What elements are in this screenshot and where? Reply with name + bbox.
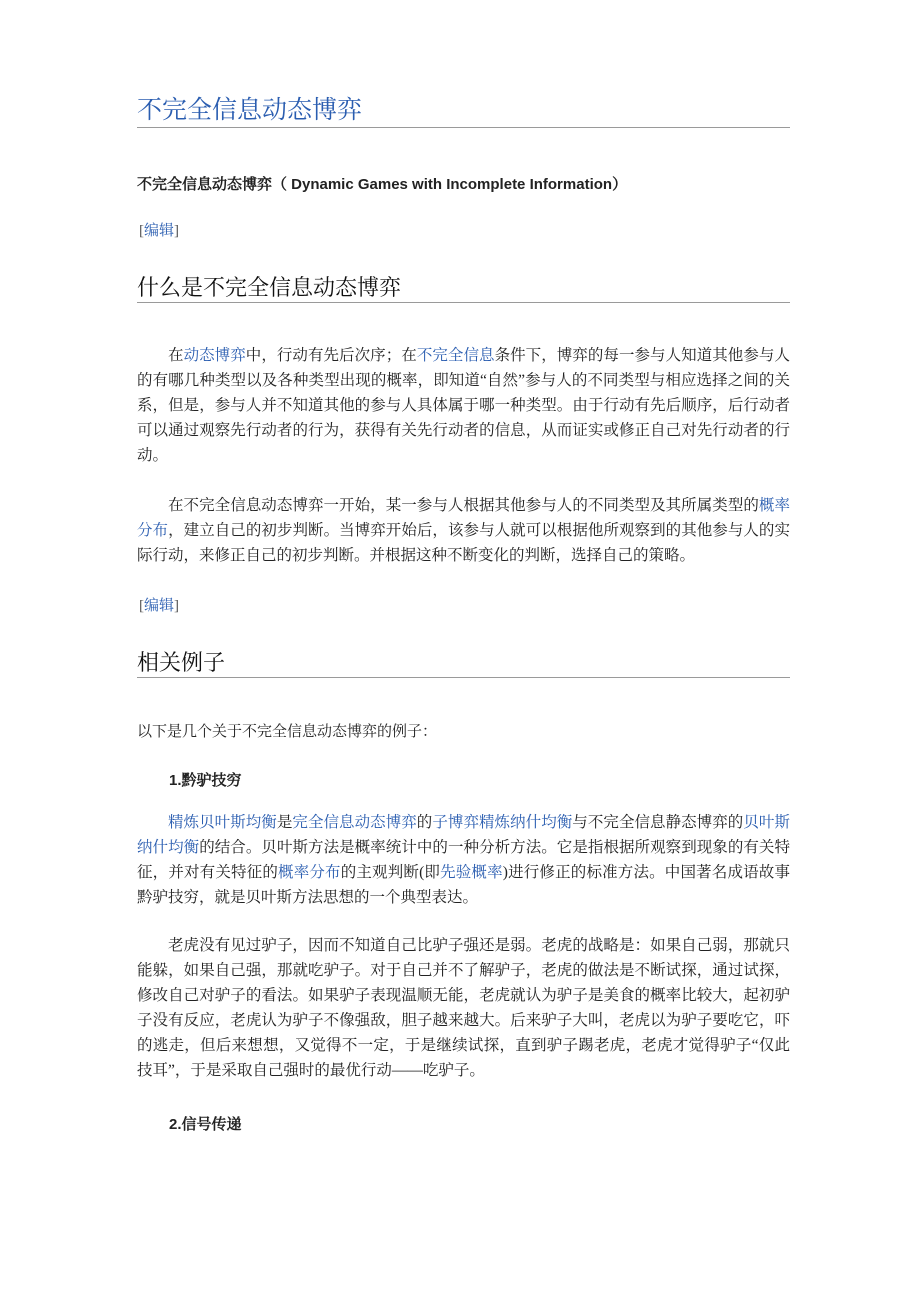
edit-link[interactable]: 编辑 [144,598,175,614]
paragraph [137,493,790,568]
wiki-link[interactable]: 完全信息动态博弈 [292,814,417,831]
paragraph-text: 在 [168,347,184,364]
wiki-link[interactable]: 概率分布 [278,864,341,881]
paragraph-text: 的主观判断(即 [340,864,441,881]
edit-section-link: [编辑] [139,598,180,614]
paragraph-text: 条件下，博弈的每一参与人知道其他参与人的有哪几种类型以及各种类型出现的概率，即知道“自然”参与人的不同类型与相应选择之间的关系，但是，参与人并不知道其他的参与人具体属于哪一种类型。由于行动有先后顺序，后行动者可以通过观察先行动者的行为，获得有关先行动者的信息，从而证实或修正自己对先行动者的行动。 [137,347,790,464]
article-subtitle: 不完全信息动态博弈（ Dynamic Games with Incomplete Information） [137,176,628,193]
paragraph-text: )进行修正的标准方法。中国著名成语故事黔驴技穷，就是贝叶斯方法思想的一个典型表达。 [137,864,790,906]
paragraph-text: ，建立自己的初步判断。当博弈开始后，该参与人就可以根据他所观察到的其他参与人的实际行动，来修正自己的初步判断。并根据这种不断变化的判断，选择自己的策略。 [137,522,790,564]
example-heading-2: 2.信号传递 [169,1116,242,1133]
examples-intro: 以下是几个关于不完全信息动态博弈的例子： [137,724,438,740]
section-heading-what: 什么是不完全信息动态博弈 [137,274,790,303]
edit-section-link: [编辑] [139,223,180,239]
page-title: 不完全信息动态博弈 [137,95,790,128]
section-heading-examples: 相关例子 [137,649,790,678]
example-heading-1: 1.黔驴技穷 [169,772,242,789]
edit-link[interactable]: 编辑 [144,223,175,239]
paragraph [137,343,790,468]
paragraph-text: 与不完全信息静态博弈的 [572,814,744,831]
wiki-link[interactable]: 动态博弈 [183,347,246,364]
wiki-link[interactable]: 贝叶斯纳什均衡 [137,814,790,856]
paragraph-text: 在不完全信息动态博弈一开始，某一参与人根据其他参与人的不同类型及其所属类型的 [168,497,759,514]
wiki-link[interactable]: 先验概率 [440,864,503,881]
paragraph [137,933,790,1083]
paragraph-text: 是 [276,814,293,831]
paragraph-text: 的 [416,814,433,831]
wiki-link[interactable]: 概率分布 [137,497,790,539]
wiki-link[interactable]: 精炼贝叶斯均衡 [168,814,277,831]
wiki-link[interactable]: 子博弈精炼纳什均衡 [432,814,573,831]
wiki-link[interactable]: 不完全信息 [416,347,495,364]
paragraph-text: 的结合。贝叶斯方法是概率统计中的一种分析方法。它是指根据所观察到现象的有关特征，并对有关特征的 [137,839,790,881]
paragraph [137,810,790,910]
paragraph-text: 老虎没有见过驴子，因而不知道自己比驴子强还是弱。老虎的战略是：如果自己弱，那就只能躲，如果自己强，那就吃驴子。对于自己并不了解驴子，老虎的做法是不断试探，通过试探，修改自己对驴子的看法。如果驴子表现温顺无能，老虎就认为驴子是美食的概率比较大，起初驴子没有反应，老虎认为驴子不像强敌，胆子越来越大。后来驴子大叫，老虎以为驴子要吃它，吓的逃走，但后来想想，又觉得不一定，于是继续试探，直到驴子踢老虎，老虎才觉得驴子“仅此技耳”，于是采取自己强时的最优行动——吃驴子。 [137,937,790,1079]
paragraph-text: 中，行动有先后次序；在 [245,347,417,364]
